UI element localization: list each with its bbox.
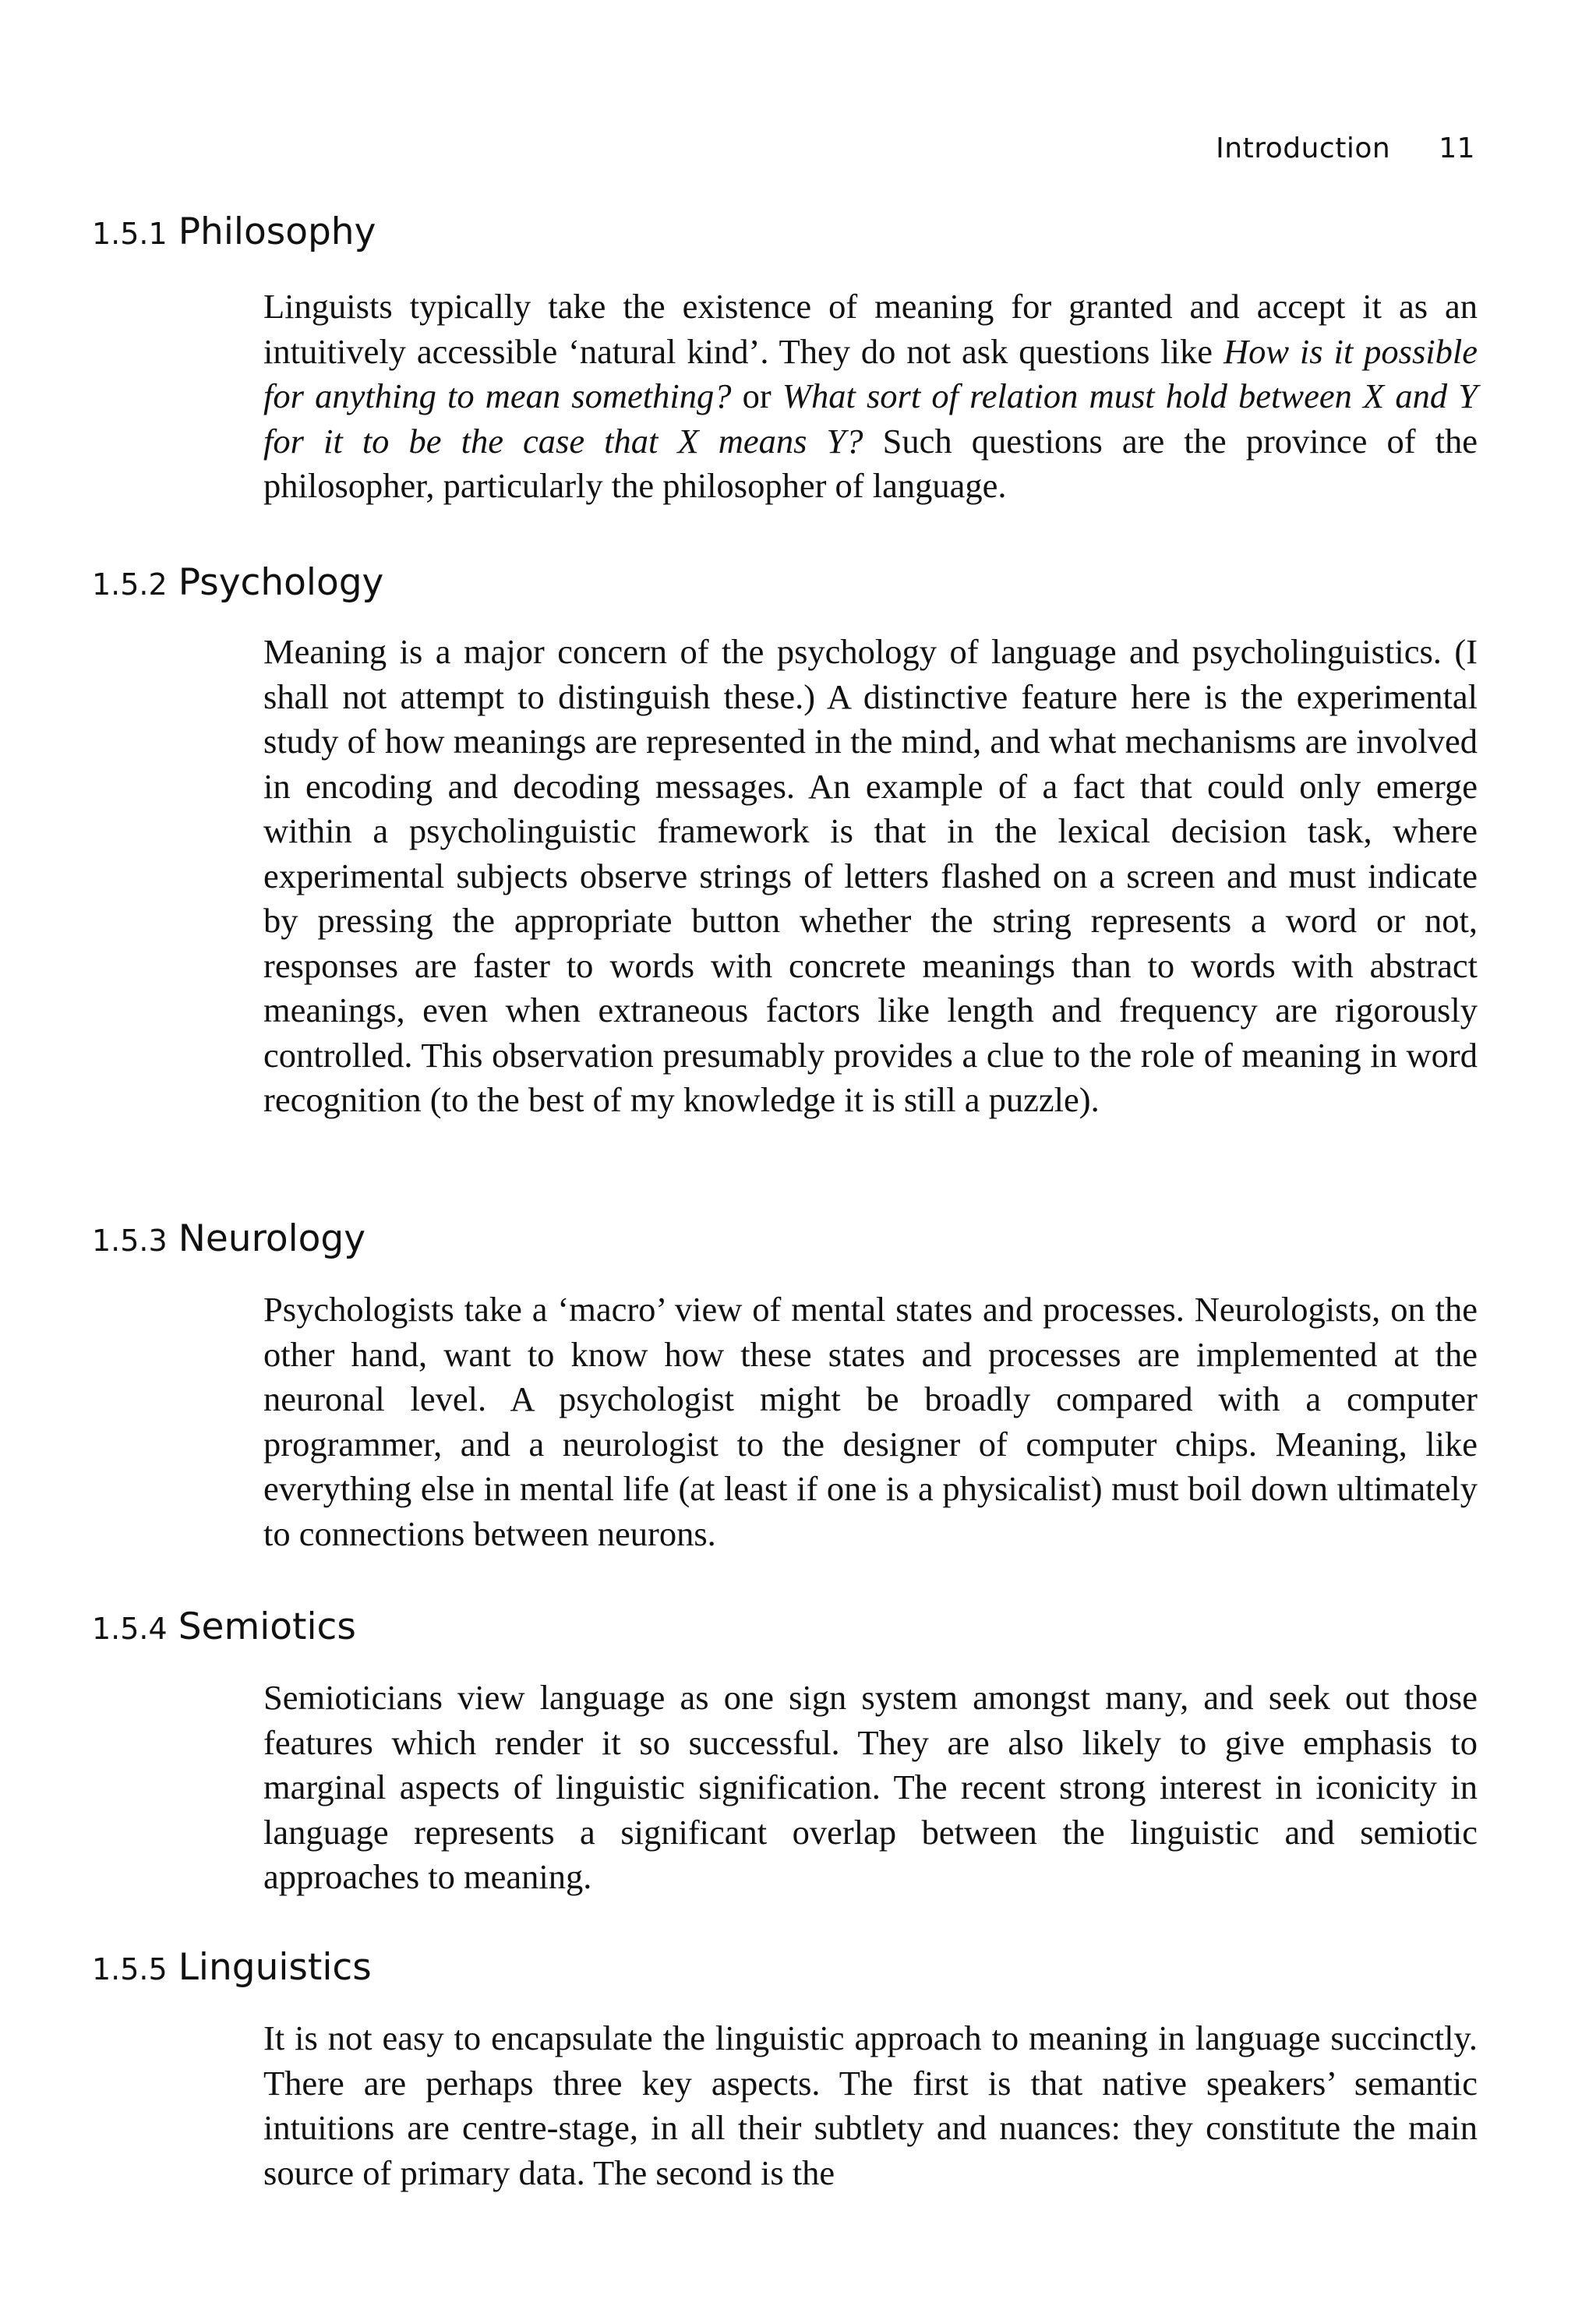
paragraph: Semioticians view language as one sign system amongst many, and seek out those features which render it so successful. They are also likely to give emphasis to marginal aspects of linguistic signification. The recent strong interest in iconicity in language represents a significant overlap between the linguistic and semiotic approaches to meaning. [263,1678,1478,1896]
paragraph [263,284,1478,509]
section-number: 1.5.5 [92,1952,168,1986]
text-run: Linguists typically take the existence of meaning for granted and accept it as an intuitively accessible ‘natural kind’. They do not ask questions like [263,287,1478,371]
section-heading [92,1944,372,1993]
text-run: or [731,376,782,415]
section-body [263,284,1478,509]
paragraph: Psychologists take a ‘macro’ view of mental states and processes. Neurologists, on the other hand, want to know how these states and processes are implemented at the neuronal level. A psychologist might be broadly compared with a computer programmer, and a neurologist to the designer of computer chips. Meaning, like everything else in mental life (at least if one is a physicalist) must boil down ultimately to connections between neurons. [263,1290,1478,1553]
paragraph: It is not easy to encapsulate the linguistic approach to meaning in language succinctly. There are perhaps three key aspects. The first is that native speakers’ semantic intuitions are centre-stage, in all their subtlety and nuances: they constitute the main source of primary data. The second is the [263,2018,1478,2192]
section-body [263,1676,1478,1900]
section-title: Linguistics [178,1946,372,1989]
section-title: Philosophy [178,210,376,253]
section-body [263,630,1478,1123]
section-title: Neurology [178,1217,366,1260]
section-body [263,1287,1478,1556]
italic-question: How is it possible for anything to mean something? [263,331,1478,415]
section-body [263,2016,1478,2195]
section-number: 1.5.2 [92,567,168,602]
section-number: 1.5.1 [92,217,168,251]
section-heading [92,560,383,608]
running-head [1216,132,1475,164]
paragraph: Meaning is a major concern of the psychology of language and psycholinguistics. (I shall not attempt to distinguish these.) A distinctive feature here is the experimental study of how meanings are represented in the mind, and what mechanisms are involved in encoding and decoding messages. An example of a fact that could only emerge within a psycholinguistic framework is that in the lexical decision task, where experimental subjects observe strings of letters flashed on a screen and must indicate by pressing the appropriate button whether the string represents a word or not, responses are faster to words with concrete meanings than to words with abstract meanings, even when extraneous factors like length and frequency are rigorously controlled. This observation presumably provides a clue to the role of meaning in word recognition (to the best of my knowledge it is still a puzzle). [263,632,1478,1119]
page-number: 11 [1439,132,1475,164]
section-number: 1.5.3 [92,1224,168,1258]
running-title: Introduction [1216,132,1391,164]
section-title: Semiotics [178,1605,356,1648]
section-heading [92,1216,365,1264]
text-run: Such questions are the province of the philosopher, particularly the philosopher of language. [263,421,1478,505]
italic-question: What sort of relation must hold between X and Y for it to be the case that X means Y? [263,376,1478,461]
section-heading [92,1604,356,1652]
section-heading [92,209,376,257]
section-title: Psychology [178,561,384,604]
section-number: 1.5.4 [92,1612,168,1646]
